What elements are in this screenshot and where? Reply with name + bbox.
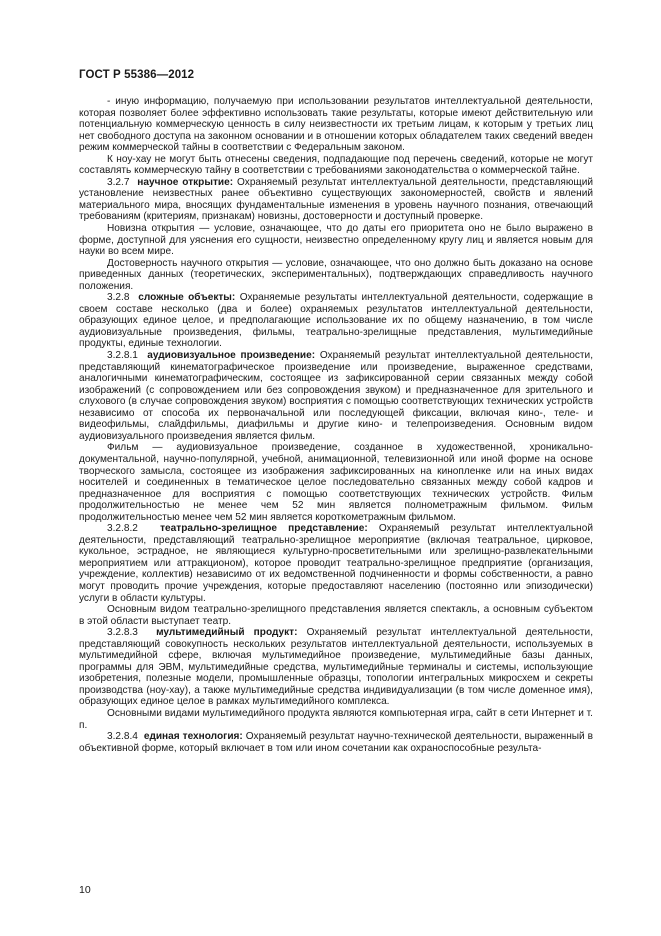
document-body bbox=[79, 96, 593, 754]
paragraph-term-definition: 3.2.8.4 единая технология: Охраняемый результат научно-технической деятельности, выраженный в объективной форме, который включает в том или ином сочетании как охраноспособные результа- bbox=[79, 731, 593, 754]
paragraph: Фильм — аудиовизуальное произведение, созданное в художественной, хроникально-документальной, научно-популярной, учебной, анимационной, телевизионной или иной форме на основе творческого замысла, состоящее из изображения зафиксированных на кинопленке или на иных видах носителей и соединенных в тематическое целое последовательно связанных между собой кадров и предназначенное для восприятия с помощью соответствующих технических устройств. Фильм продолжительностью не менее чем 52 мин является полнометражным фильмом. Фильм продолжительностью менее чем 52 мин является короткометражным фильмом. bbox=[79, 442, 593, 523]
clause-number: 3.2.8.2 bbox=[107, 523, 138, 535]
paragraph-term-definition: 3.2.7 научное открытие: Охраняемый результат интеллектуальной деятельности, представляющий установление неизвестных ранее объективно существующих закономерностей, свойств и явлений материального мира, вносящих фундаментальные изменения в уровень научного познания, отвечающий требованиям (критериям, признакам) новизны, достоверности и доступный проверке. bbox=[79, 176, 593, 223]
paragraph: К ноу-хау не могут быть отнесены сведения, подпадающие под перечень сведений, которые не могут составлять коммерческую тайну в соответствии с требованиями законодательства о коммерческой тайне. bbox=[79, 153, 593, 177]
term-name: аудиовизуальное произведение: bbox=[147, 350, 316, 362]
paragraph-term-definition: 3.2.8.1 аудиовизуальное произведение: Охраняемый результат интеллектуальной деятельности, представляющий кинематографическое произведение или произведение, выраженное средствами, аналогичными кинематографическим, состоящее из зафиксированной серии связанных между собой изображений (с сопровождением или без сопровождения звуком) и предназначенное для зрительного и слухового (в случае сопровождения звуком) восприятия с помощью соответствующих технических устройств независимо от способа их первоначальной или последующей фиксации, включая кино-, теле- и видеофильмы, слайдфильмы, диафильмы и другие кино- и телепроизведения. Основным видом аудиовизуального произведения является фильм. bbox=[79, 350, 593, 442]
clause-number: 3.2.8.4 bbox=[107, 731, 138, 743]
term-name: единая технология: bbox=[143, 731, 243, 743]
paragraph-term-definition: 3.2.8.3 мультимедийный продукт: Охраняемый результат интеллектуальной деятельности, представляющий совокупность нескольких результатов интеллектуальной деятельности, используемых в мультимедийной сфере, включая мультимедийное произведение, мультимедийные базы данных, программы для ЭВМ, мультимедийные средства, мультимедийные терминалы и системы, использующие изобретения, полезные модели, промышленные образцы, топологии интегральных микросхем и секреты производства (ноу-хау), а также мультимедийные средства индивидуализации (в том числе доменное имя), образующих единое целое в рамках мультимедийного комплекса. bbox=[79, 627, 593, 708]
clause-number: 3.2.8.3 bbox=[107, 627, 138, 639]
paragraph: Основным видом театрально-зрелищного представления является спектакль, а основным субъектом в этой области выступает театр. bbox=[79, 604, 593, 627]
paragraph: Достоверность научного открытия — условие, означающее, что оно должно быть доказано на основе приведенных данных (теоретических, экспериментальных), подтверждающих справедливость научного положения. bbox=[79, 257, 593, 292]
paragraph-term-definition: 3.2.8 сложные объекты: Охраняемые результаты интеллектуальной деятельности, содержащие в своем составе несколько (два и более) охраняемых результатов интеллектуальной деятельности, образующих единое целое, и предполагающие использование их по общему назначению, в том числе аудиовизуальные произведения, фильмы, театрально-зрелищные представления, мультимедийные продукты, единые технологии. bbox=[79, 292, 594, 350]
clause-number: 3.2.8.1 bbox=[107, 350, 138, 362]
clause-number: 3.2.7 bbox=[107, 176, 130, 188]
term-name: научное открытие: bbox=[137, 176, 234, 188]
page-number: 10 bbox=[79, 884, 91, 896]
term-name: сложные объекты: bbox=[138, 292, 236, 304]
paragraph: Новизна открытия — условие, означающее, что до даты его приоритета оно не было выражено в форме, доступной для уяснения его сущности, неизвестно определенному кругу лиц и является новым для науки во всем мире. bbox=[79, 223, 593, 258]
term-name: мультимедийный продукт: bbox=[156, 627, 298, 639]
clause-number: 3.2.8 bbox=[107, 292, 130, 304]
term-name: театрально-зрелищное представление: bbox=[160, 523, 368, 535]
paragraph: - иную информацию, получаемую при использовании результатов интеллектуальной деятельности, которая позволяет более эффективно использовать такие результаты, которые имеют действительную или потенциальную коммерческую ценность в силу неизвестности их третьим лицам, к которым у третьих лиц нет свободного доступа на законном основании и в отношении которых обладателем таких сведений введен режим коммерческой тайны в соответствии с Федеральным законом. bbox=[79, 96, 593, 154]
document-header: ГОСТ Р 55386—2012 bbox=[79, 69, 195, 81]
paragraph-term-definition: 3.2.8.2 театрально-зрелищное представление: Охраняемый результат интеллектуальной деятельности, представляющий театрально-зрелищное мероприятие (включая театральное, цирковое, кукольное, эстрадное, не являющиеся культурно-просветительными или зрелищно-развлекательными мероприятием или аттракционом), которое проводит театрально-зрелищное предприятие (организация, учреждение, коллектив) независимо от их ведомственной подчиненности и формы собственности, а равно могут проводить прочие учреждения, которые предоставляют населению (постоянно или эпизодически) услуги в области культуры. bbox=[79, 523, 593, 604]
paragraph: Основными видами мультимедийного продукта являются компьютерная игра, сайт в сети Интернет и т. п. bbox=[79, 707, 593, 731]
